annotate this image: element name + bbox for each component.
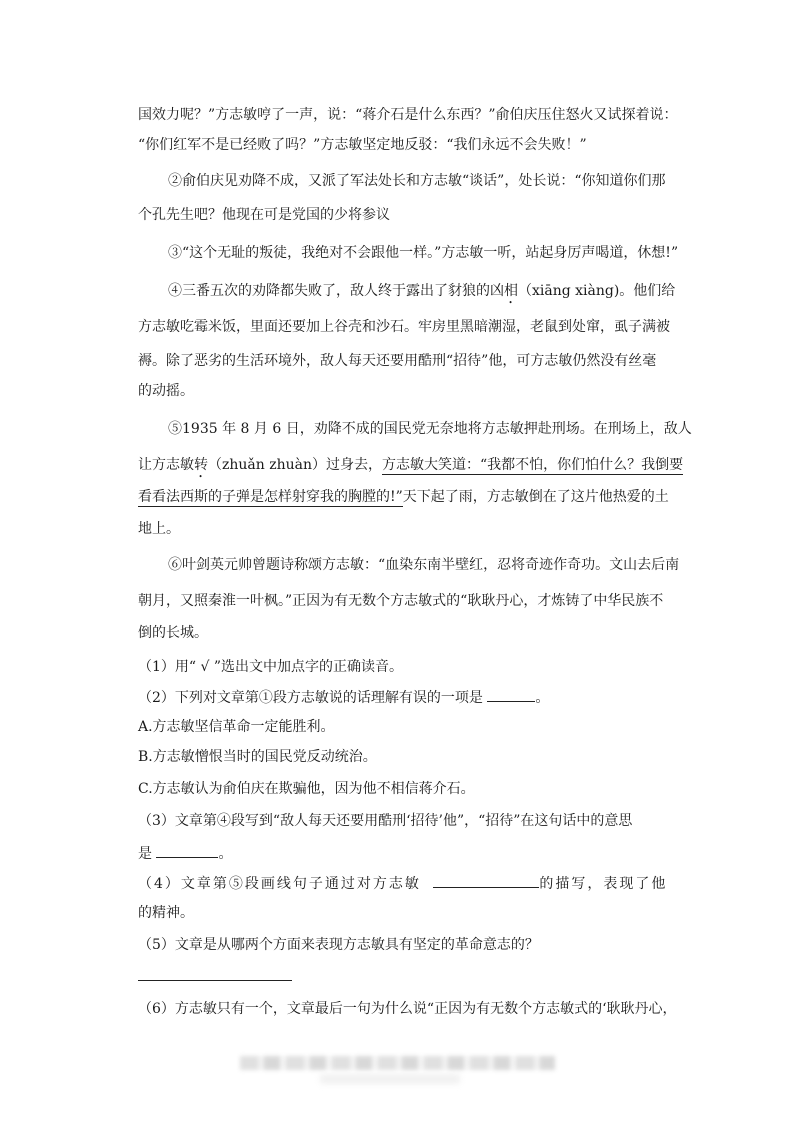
underlined-sentence-part-2: 看看法西斯的子弹是怎样射穿我的胸膛的!” [138, 489, 403, 505]
question-2-option-c: C.方志敏认为俞伯庆在欺骗他，因为他不相信蒋介石。 [138, 781, 475, 797]
question-4-text-b: 的描写，表现了他 [539, 876, 668, 892]
paragraph-6-line-1: ⑥叶剑英元帅曾题诗称颂方志敏：“血染东南半壁红，忍将奇迹作奇功。文山去后南 [168, 557, 680, 573]
answer-blank-q3[interactable] [156, 843, 218, 858]
answer-blank-q2[interactable] [487, 687, 535, 702]
paragraph-5-line-3 [138, 487, 669, 507]
question-3-text: 是 [138, 846, 152, 862]
question-2-text: （2）下列对文章第①段方志敏说的话理解有误的一项是 [138, 690, 483, 706]
paragraph-5-text-a: 让方志敏 [138, 457, 194, 473]
question-2 [138, 687, 549, 708]
dotted-character-xiang: 相 [504, 283, 518, 299]
question-2-option-a: A.方志敏坚信革命一定能胜利。 [138, 719, 335, 735]
question-2-option-b: B.方志敏憎恨当时的国民党反动统治。 [138, 749, 377, 765]
paragraph-2-line-2: 个孔先生吧？他现在可是党国的少将参议 [138, 207, 390, 223]
question-3-line-2 [138, 843, 232, 864]
question-4-line-1 [138, 873, 667, 894]
paragraph-5-line-1: ⑤1935 年 8 月 6 日，劝降不成的国民党无奈地将方志敏押赴刑场。在刑场上，敌人 [168, 421, 692, 437]
question-6: （6）方志敏只有一个，文章最后一句为什么说“正因为有无数个方志敏式的‘耿耿丹心， [138, 1001, 677, 1017]
paragraph-1-line-2: “你们红军不是已经败了吗？”方志敏坚定地反驳：“我们永远不会失败！” [138, 137, 587, 153]
question-1: （1）用“ √ ”选出文中加点字的正确读音。 [138, 659, 404, 675]
paragraph-4-line-1 [168, 281, 675, 307]
paragraph-5-text-c: 天下起了雨，方志敏倒在了这片他热爱的土 [402, 489, 669, 505]
paragraph-5-text-b: （zhuǎn zhuàn）过身去， [208, 457, 382, 473]
paragraph-5-line-4: 地上。 [138, 521, 180, 537]
paragraph-3-line-1: ③“这个无耻的叛徒，我绝对不会跟他一样。”方志敏一听，站起身厉声喝道，休想!” [168, 245, 679, 261]
paragraph-6-line-3: 倒的长城。 [138, 625, 208, 641]
question-3-end: 。 [218, 846, 233, 862]
question-2-end: 。 [535, 690, 550, 706]
blurred-footer-secondary [320, 1074, 460, 1084]
answer-line-q5[interactable] [138, 980, 292, 981]
underlined-sentence-part-1: 方志敏大笑道：“我都不怕，你们怕什么？我倒要 [382, 457, 684, 473]
answer-blank-q4[interactable] [433, 873, 539, 888]
paragraph-4-line-3: 褥。除了恶劣的生活环境外，敌人每天还要用酷刑“招待”他，可方志敏仍然没有丝毫 [138, 353, 657, 369]
paragraph-4-line-4: 的动摇。 [138, 383, 194, 399]
question-5: （5）文章是从哪两个方面来表现方志敏具有坚定的革命意志的？ [138, 937, 539, 953]
paragraph-4-line-2: 方志敏吃霉米饭，里面还要加上谷壳和沙石。牢房里黑暗潮湿，老鼠到处窜，虱子满被 [138, 319, 670, 335]
paragraph-4-text-a: ④三番五次的劝降都失败了，敌人终于露出了豺狼的凶 [168, 283, 504, 299]
paragraph-5-line-2 [138, 455, 683, 481]
paragraph-6-line-2: 朝月，又照秦淮一叶枫。”正因为有无数个方志敏式的“耿耿丹心，才炼铸了中华民族不 [138, 593, 664, 609]
dotted-character-zhuan: 转 [194, 457, 208, 473]
question-4-line-2: 的精神。 [138, 905, 194, 921]
question-4-text-a: （4）文章第⑤段画线句子通过对方志敏 [138, 876, 421, 892]
blurred-footer [240, 1056, 555, 1070]
question-3-line-1: （3）文章第④段写到“敌人每天还要用酷刑‘招待’他”，“招待”在这句话中的意思 [138, 813, 633, 829]
paragraph-4-text-b: （xiāng xiàng)。他们给 [518, 283, 676, 299]
paragraph-1-line-1: 国效力呢？”方志敏哼了一声，说：“蒋介石是什么东西？”俞伯庆压住怒火又试探着说： [138, 107, 678, 123]
paragraph-2-line-1: ②俞伯庆见劝降不成，又派了军法处长和方志敏“谈话”，处长说：“你知道你们那 [168, 173, 666, 189]
